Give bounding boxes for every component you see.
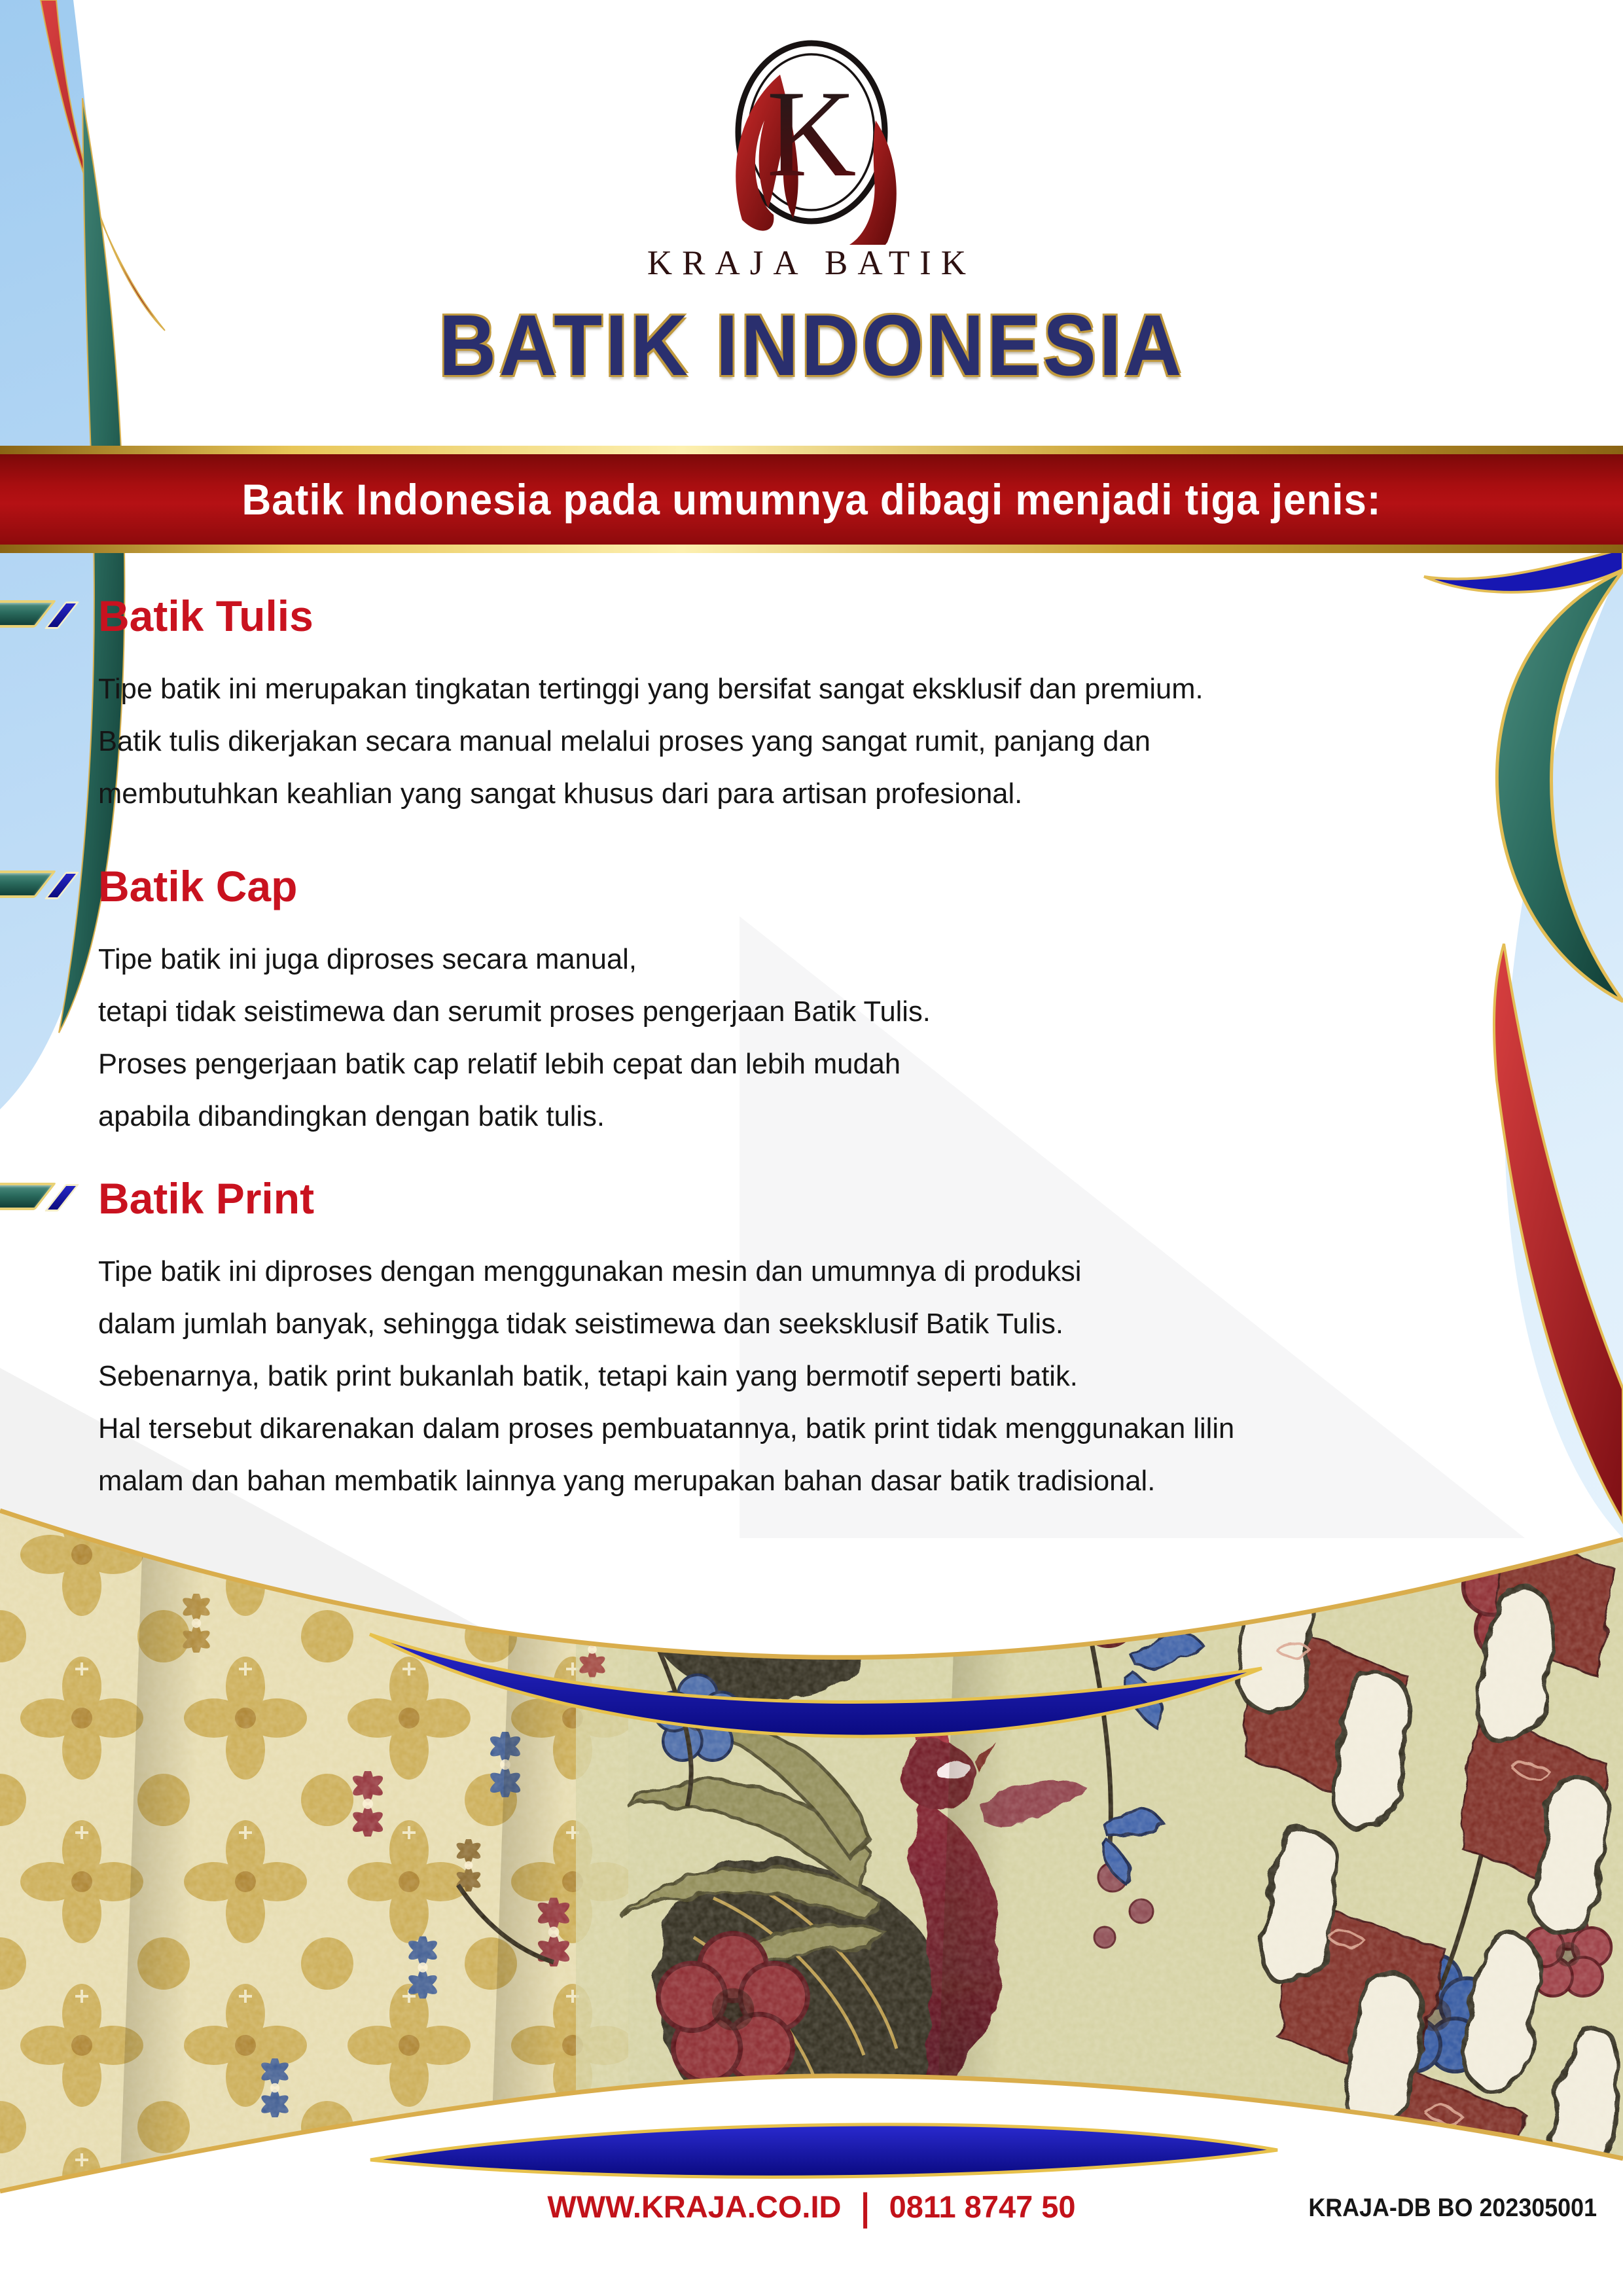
- body-line: Tipe batik ini juga diproses secara manual,: [98, 944, 637, 975]
- section-body: [98, 933, 1623, 1143]
- section-heading: Batik Cap: [98, 862, 298, 910]
- section-body: [98, 663, 1623, 820]
- page-title: BATIK INDONESIA: [438, 297, 1185, 393]
- section-batik-print: [0, 1174, 1623, 1507]
- footer-separator: |: [861, 2185, 870, 2229]
- brand-wordmark: KRAJA BATIK: [647, 244, 976, 282]
- footer-phone: 0811 8747 50: [889, 2189, 1076, 2224]
- section-bullet-icon: [0, 600, 69, 631]
- body-line: membutuhkan keahlian yang sangat khusus dari para artisan profesional.: [98, 778, 1023, 810]
- footer-code: KRAJA-DB BO 202305001: [1308, 2194, 1597, 2222]
- section-heading: Batik Print: [98, 1174, 315, 1223]
- body-line: apabila dibandingkan dengan batik tulis.: [98, 1101, 605, 1132]
- subtitle-banner: [0, 454, 1623, 545]
- body-line: dalam jumlah banyak, sehingga tidak seistimewa dan seeksklusif Batik Tulis.: [98, 1308, 1063, 1340]
- body-line: malam dan bahan membatik lainnya yang merupakan bahan dasar batik tradisional.: [98, 1465, 1156, 1497]
- body-line: Hal tersebut dikarenakan dalam proses pembuatannya, batik print tidak menggunakan lilin: [98, 1413, 1235, 1444]
- body-line: Proses pengerjaan batik cap relatif lebih cepat dan lebih mudah: [98, 1049, 901, 1080]
- body-line: Tipe batik ini diproses dengan menggunakan mesin dan umumnya di produksi: [98, 1256, 1082, 1287]
- body-line: Batik tulis dikerjakan secara manual melalui proses yang sangat rumit, panjang dan: [98, 726, 1150, 757]
- body-line: tetapi tidak seistimewa dan serumit proses pengerjaan Batik Tulis.: [98, 996, 931, 1028]
- section-batik-cap: [0, 861, 1623, 1143]
- section-batik-tulis: [0, 591, 1623, 820]
- body-line: Sebenarnya, batik print bukanlah batik, tetapi kain yang bermotif seperti batik.: [98, 1361, 1078, 1392]
- brand-monogram: K: [766, 65, 857, 203]
- section-body: [98, 1246, 1623, 1507]
- brand-logo-icon: [681, 34, 942, 245]
- body-line: Tipe batik ini merupakan tingkatan tertinggi yang bersifat sangat eksklusif dan premium.: [98, 673, 1204, 705]
- section-heading: Batik Tulis: [98, 592, 313, 640]
- subtitle-banner-text: Batik Indonesia pada umumnya dibagi menjadi tiga jenis:: [241, 475, 1382, 524]
- section-bullet-icon: [0, 870, 69, 901]
- section-bullet-icon: [0, 1183, 69, 1213]
- footer: [0, 2185, 1623, 2248]
- footer-website: WWW.KRAJA.CO.ID: [547, 2189, 842, 2224]
